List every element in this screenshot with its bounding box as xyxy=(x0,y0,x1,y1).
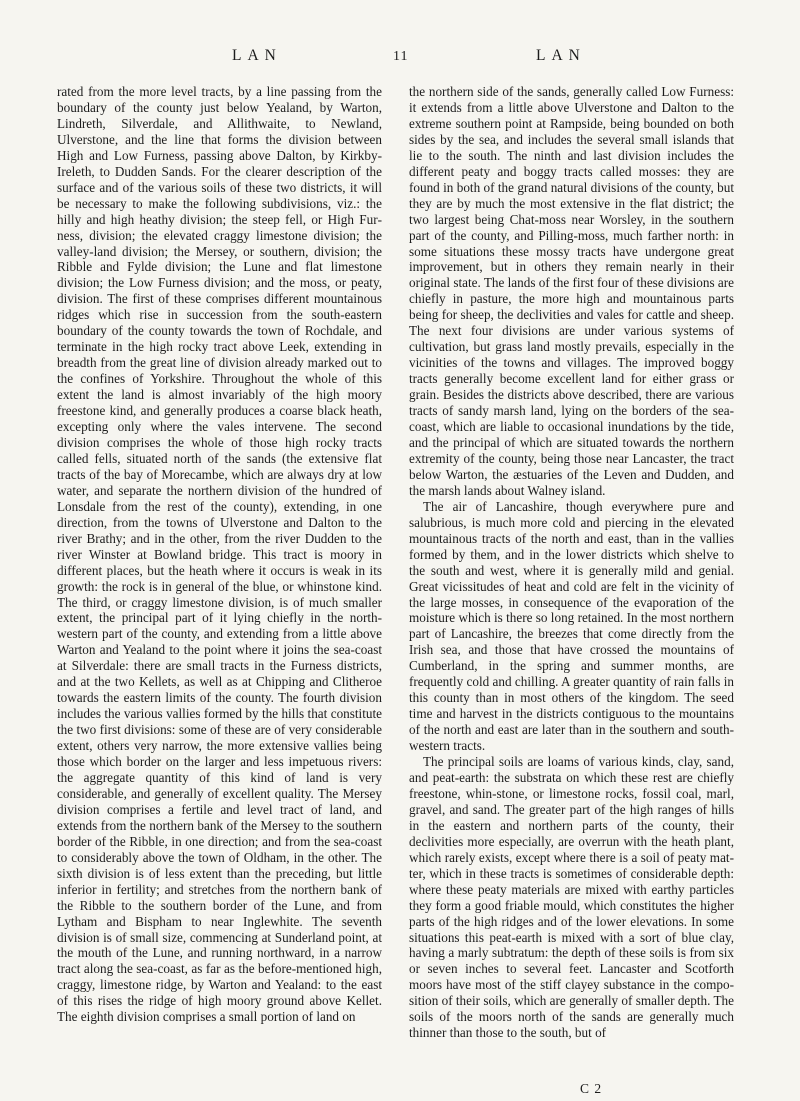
running-head-right: LAN xyxy=(536,47,586,64)
running-head-left: LAN xyxy=(232,47,282,64)
left-column xyxy=(57,84,382,1025)
paragraph: The air of Lancashire, though everywhere pure and salubrious, is much more cold and piercing in the elevated mountainous tracts of the north and east, than in the vallies formed by them, and in the lower districts which shelve to the south and west, where it is generally mild and genial. Great vicissitudes of heat and cold are felt in the vicinity of the large mosses, in consequence of the evaporation of the moisture which is there so long retained. In the most northern part of Lancashire, the breezes that come directly from the Irish sea, and those that have crossed the mountains of Cumberland, in the spring and summer months, are frequently cold and chilling. A greater quantity of rain falls in this county than in most others of the kingdom. The seed time and harvest in the districts contiguous to the mountains of the north and east are later than in the southern and south-western tracts. xyxy=(409,498,734,754)
paragraph: the northern side of the sands, generally called Low Furness: it extends from a little above Ulverstone and Dalton to the extreme southern point at Rampside, being bounded on both sides by the sea, and includes the several small islands that lie to the south. The ninth and last division includes the different peaty and boggy tracts called mosses: they are found in both of the grand natural divisions of the county, but they are by much the most extensive in the flat district; the two largest being Chat-moss near Worsley, in the southern part of the county, and Pilling-moss, much farther north: in some situations these mossy tracts have undergone great improvement, but in others they remain nearly in their original state. The lands of the first four of these divisions are chiefly in pasture, the more high and mountainous parts being for sheep, the declivities and vales for cattle and sheep. The next four divisions are under various systems of cultivation, but grass land mostly prevails, especially in the vicinities of the towns and villages. The improved boggy tracts generally become excellent land for either grass or grain. Besides the districts above described, there are various tracts of sandy marsh land, lying on the borders of the sea-coast, which are liable to occasional inundations by the tide, and the principal of which are situated towards the northern extremity of the county, being those near Lancaster, the tract below Warton, the æstuaries of the Leven and Dudden, and the marsh lands about Walney island. xyxy=(409,84,734,498)
signature-mark: C 2 xyxy=(580,1081,603,1096)
page-number: 11 xyxy=(393,49,409,64)
paragraph: The principal soils are loams of various kinds, clay, sand, and peat-earth: the substrata on which these rest are chiefly freestone, whin-stone, or limestone rocks, fossil coal, marl, gravel, and sand. The greater part of the high ranges of hills in the eastern and northern parts of the county, their declivities more especially, are overrun with the heath plant, which rarely exists, except where there is a soil of peaty matter, which in these tracts is sometimes of considerable depth: where these peaty materials are mixed with earthy particles they form a good friable mould, which constitutes the higher parts of the high ridges and of the lower elevations. In some situations this peat-earth is mixed with a sort of blue clay, having a marly subtratum: the depth of these soils is from six or seven inches to several feet. Lancaster and Scotforth moors have most of the stiff clayey substance in the composition of their soils, which are generally of smaller depth. The soils of the moors north of the sands are generally much thinner than those to the south, but of xyxy=(409,754,734,1041)
right-column xyxy=(409,84,734,1041)
paragraph: rated from the more level tracts, by a line passing from the boundary of the county just below Yealand, by Warton, Lindreth, Silverdale, and Allithwaite, to Newland, Ulverstone, and the line that forms the division between High and Low Furness, passing above Dalton, by Kirkby-Ireleth, to Dudden Sands. For the clearer description of the surface and of the various soils of these two districts, it will be necessary to make the following subdivisions, viz.: the hilly and high heathy division; the steep fell, or High Furness, division; the elevated craggy limestone division; the valley-land division; the Mersey, or southern, division; the Ribble and Fylde division; the Lune and flat limestone division; the Low Furness division; and the moss, or peaty, division. The first of these comprises different mountainous ridges which rise in succession from the south-eastern boundary of the county towards the town of Rochdale, and terminate in the high rocky tract above Leek, extending in breadth from the great line of division already marked out to the confines of Yorkshire. Throughout the whole of this extent the land is almost invariably of the high moory freestone kind, and generally produces a coarse black heath, excepting only where the vales intervene. The second division comprises the whole of those high rocky tracts called fells, situated north of the sands (the extensive flat tracts of the bay of Morecambe, which are always dry at low water, and separate the northern division of the hundred of Lonsdale from the rest of the county), extending, in one direction, from the towns of Ulverstone and Dalton to the river Brathy; and in the other, from the river Dudden to the river Winster at Bowland bridge. This tract is moory in different places, but the heath where it occurs is weak in its growth: the rock is in general of the blue, or whinstone kind. The third, or craggy limestone division, is of much smaller extent, the principal part of it lying chiefly in the north-western part of the county, and extending from a little above Warton and Yealand to the point where it joins the sea-coast at Silverdale: there are small tracts in the Furness districts, and at the two Kellets, as well as at Chipping and Clitheroe towards the eastern limits of the county. The fourth division includes the various vallies formed by the hills that constitute the two first divisions: some of these are of very considerable extent, others very narrow, the more extensive vallies being those which border on the larger and less impetuous rivers: the aggregate quantity of this kind of land is very considerable, and generally of excellent quality. The Mersey division comprises a fertile and level tract of land, and extends from the northern bank of the Mersey to the southern border of the Ribble, in one direction; and from the sea-coast to considerably above the town of Oldham, in the other. The sixth division is of less extent than the preceding, but little inferior in fertility; and stretches from the northern bank of the Ribble to the southern border of the Lune, and from Lytham and Bispham to near Inglewhite. The seventh division is of small size, commencing at Sunderland point, at the mouth of the Lune, and running northward, in a narrow tract along the sea-coast, as far as the before-mentioned high, craggy, limestone ridge, by Warton and Yealand: to the east of this rises the ridge of high moory ground above Kellet. The eighth division comprises a small portion of land on xyxy=(57,84,382,1025)
